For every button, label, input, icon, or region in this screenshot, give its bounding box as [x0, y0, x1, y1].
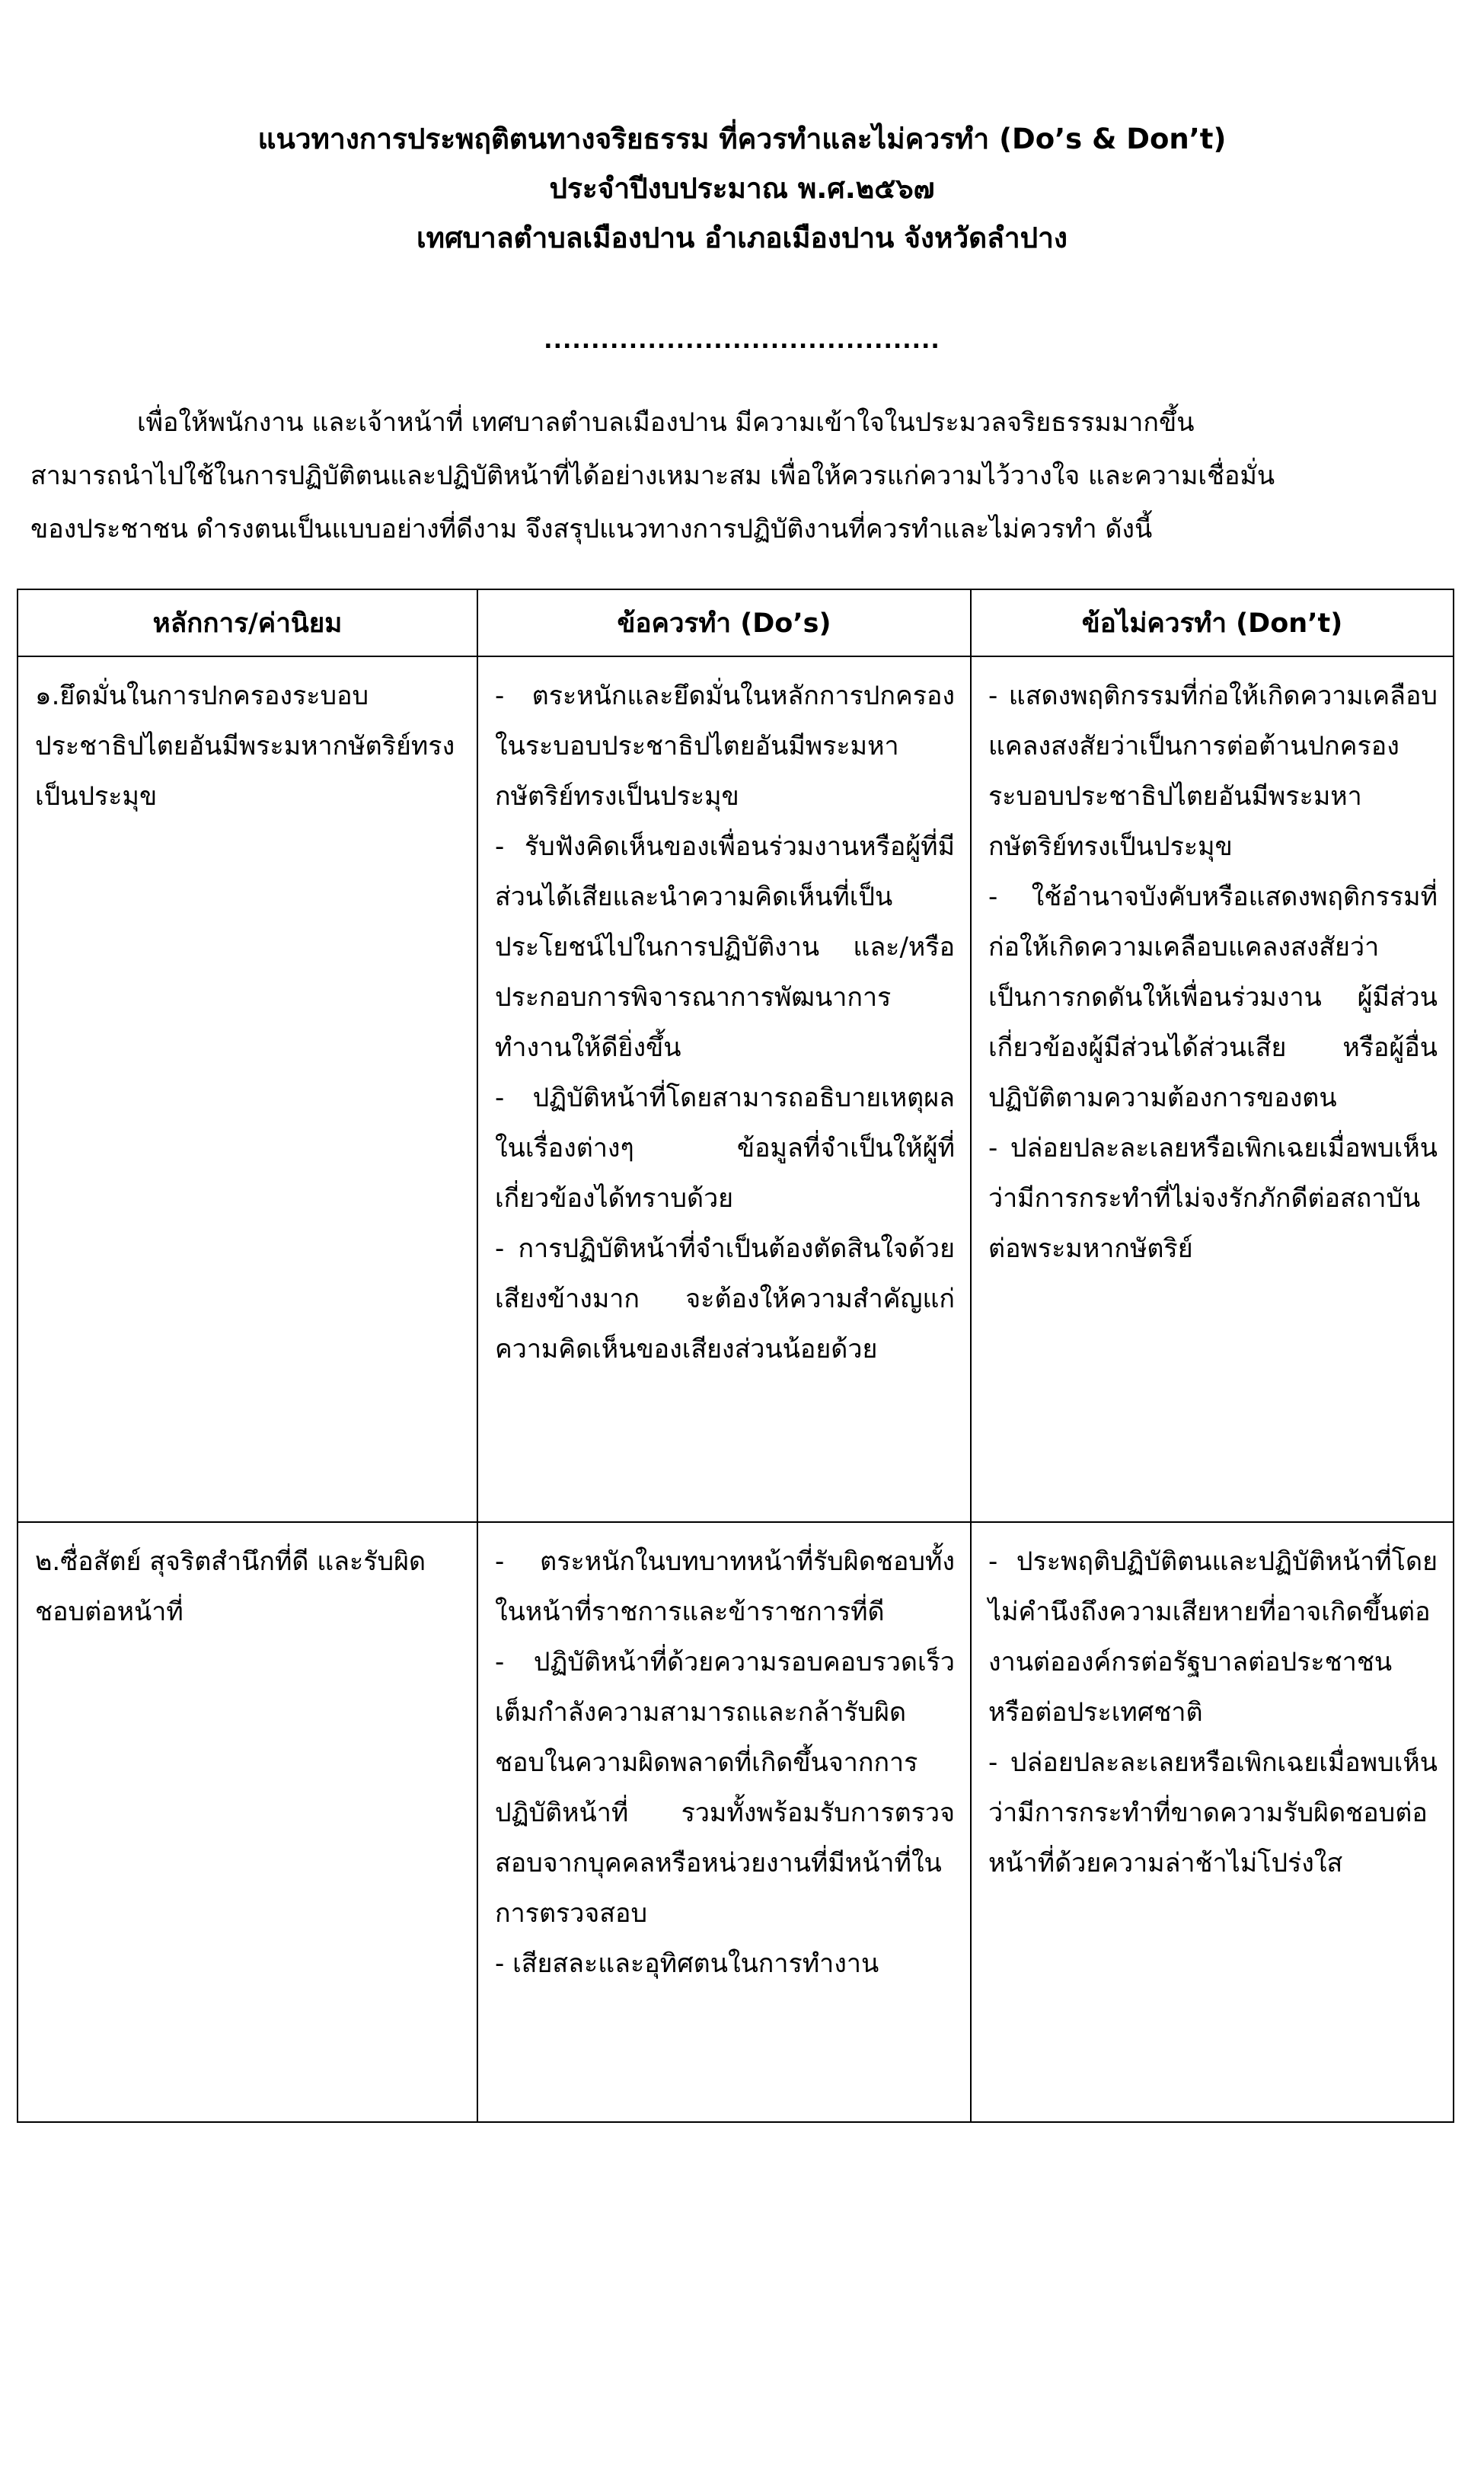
- intro-line-1: เพื่อให้พนักงาน และเจ้าหน้าที่ เทศบาลตำบลเมืองปาน มีความเข้าใจในประมวลจริยธรรมมากขึ้น: [137, 407, 1195, 438]
- table-row: [18, 1522, 1454, 2122]
- dos-item: - ตระหนักและยึดมั่นในหลักการปกครองในระบอบประชาธิปไตยอันมีพระมหากษัตริย์ทรงเป็นประมุข: [495, 681, 955, 812]
- table-header-row: [18, 589, 1454, 656]
- dos-item: - ปฏิบัติหน้าที่ด้วยความรอบคอบรวดเร็วเต็มกำลังความสามารถและกล้ารับผิดชอบในความผิดพลาดที่เกิดขึ้นจากการปฏิบัติหน้าที่ รวมทั้งพร้อมรับการตรวจสอบจากบุคคลหรือหน่วยงานที่มีหน้าที่ในการตรวจสอบ: [495, 1647, 955, 1929]
- donts-item: - ใช้อำนาจบังคับหรือแสดงพฤติกรรมที่ก่อให้เกิดความเคลือบแคลงสงสัยว่าเป็นการกดดันให้เพื่อนร่วมงาน ผู้มีส่วนเกี่ยวข้องผู้มีส่วนได้ส่วนเสีย หรือผู้อื่นปฏิบัติตามความต้องการของตน: [988, 882, 1438, 1113]
- header-organization: เทศบาลตำบลเมืองปาน อำเภอเมืองปาน จังหวัดลำปาง: [416, 222, 1068, 254]
- dos-item: - รับฟังคิดเห็นของเพื่อนร่วมงานหรือผู้ที่มีส่วนได้เสียและนำความคิดเห็นที่เป็นประโยชน์ไปในการปฏิบัติงาน และ/หรือประกอบการพิจารณาการพัฒนาการทำงานให้ดียิ่งขึ้น: [495, 831, 955, 1063]
- dos-item: - การปฏิบัติหน้าที่จำเป็นต้องตัดสินใจด้วยเสียงข้างมาก จะต้องให้ความสำคัญแก่ความคิดเห็นของเสียงส่วนน้อยด้วย: [495, 1234, 955, 1364]
- donts-item: - ปล่อยปละละเลยหรือเพิกเฉยเมื่อพบเห็นว่ามีการกระทำที่ไม่จงรักภักดีต่อสถาบันต่อพระมหากษัตริย์: [988, 1133, 1438, 1264]
- intro-paragraph: [30, 396, 1454, 556]
- header-dos: ข้อควรทำ (Do’s): [477, 589, 971, 656]
- donts-cell: [971, 656, 1454, 1522]
- dos-cell: [477, 656, 971, 1522]
- table-row: [18, 656, 1454, 1522]
- intro-line-2: สามารถนำไปใช้ในการปฏิบัติตนและปฏิบัติหน้าที่ได้อย่างเหมาะสม เพื่อให้ควรแก่ความไว้วางใจ และความเชื่อมั่น: [30, 461, 1275, 491]
- donts-item: - ประพฤติปฏิบัติตนและปฏิบัติหน้าที่โดยไม่คำนึงถึงความเสียหายที่อาจเกิดขึ้นต่องานต่อองค์กรต่อรัฐบาลต่อประชาชนหรือต่อประเทศชาติ: [988, 1546, 1438, 1728]
- header-fiscal-year: ประจำปีงบประมาณ พ.ศ.๒๕๖๗: [549, 172, 935, 205]
- document-header: [0, 114, 1484, 263]
- dos-item: - เสียสละและอุทิศตนในการทำงาน: [495, 1948, 879, 1979]
- donts-cell: [971, 1522, 1454, 2122]
- donts-item: - ปล่อยปละละเลยหรือเพิกเฉยเมื่อพบเห็นว่ามีการกระทำที่ขาดความรับผิดชอบต่อหน้าที่ด้วยความล่าช้าไม่โปร่งใส: [988, 1747, 1438, 1878]
- dos-donts-table: [17, 589, 1454, 2123]
- header-donts: ข้อไม่ควรทำ (Don’t): [971, 589, 1454, 656]
- dos-item: - ตระหนักในบทบาทหน้าที่รับผิดชอบทั้งในหน้าที่ราชการและข้าราชการที่ดี: [495, 1546, 955, 1627]
- donts-item: - แสดงพฤติกรรมที่ก่อให้เกิดความเคลือบแคลงสงสัยว่าเป็นการต่อต้านปกครองระบอบประชาธิปไตยอันมีพระมหากษัตริย์ทรงเป็นประมุข: [988, 681, 1438, 862]
- intro-line-3: ของประชาชน ดำรงตนเป็นแบบอย่างที่ดีงาม จึงสรุปแนวทางการปฏิบัติงานที่ควรทำและไม่ควรทำ ดังนี้: [30, 514, 1153, 544]
- dotted-divider: ..........................................: [544, 327, 940, 354]
- principle-cell: ๑.ยึดมั่นในการปกครองระบอบประชาธิปไตยอันมีพระมหากษัตริย์ทรงเป็นประมุข: [18, 656, 477, 1522]
- dos-cell: [477, 1522, 971, 2122]
- principle-cell: ๒.ซื่อสัตย์ สุจริตสำนึกที่ดี และรับผิดชอบต่อหน้าที่: [18, 1522, 477, 2122]
- dos-item: - ปฏิบัติหน้าที่โดยสามารถอธิบายเหตุผลในเรื่องต่างๆ ข้อมูลที่จำเป็นให้ผู้ที่เกี่ยวข้องได้ทราบด้วย: [495, 1083, 955, 1214]
- header-title: แนวทางการประพฤติตนทางจริยธรรม ที่ควรทำและไม่ควรทำ (Do’s & Don’t): [257, 123, 1227, 155]
- header-principle: หลักการ/ค่านิยม: [18, 589, 477, 656]
